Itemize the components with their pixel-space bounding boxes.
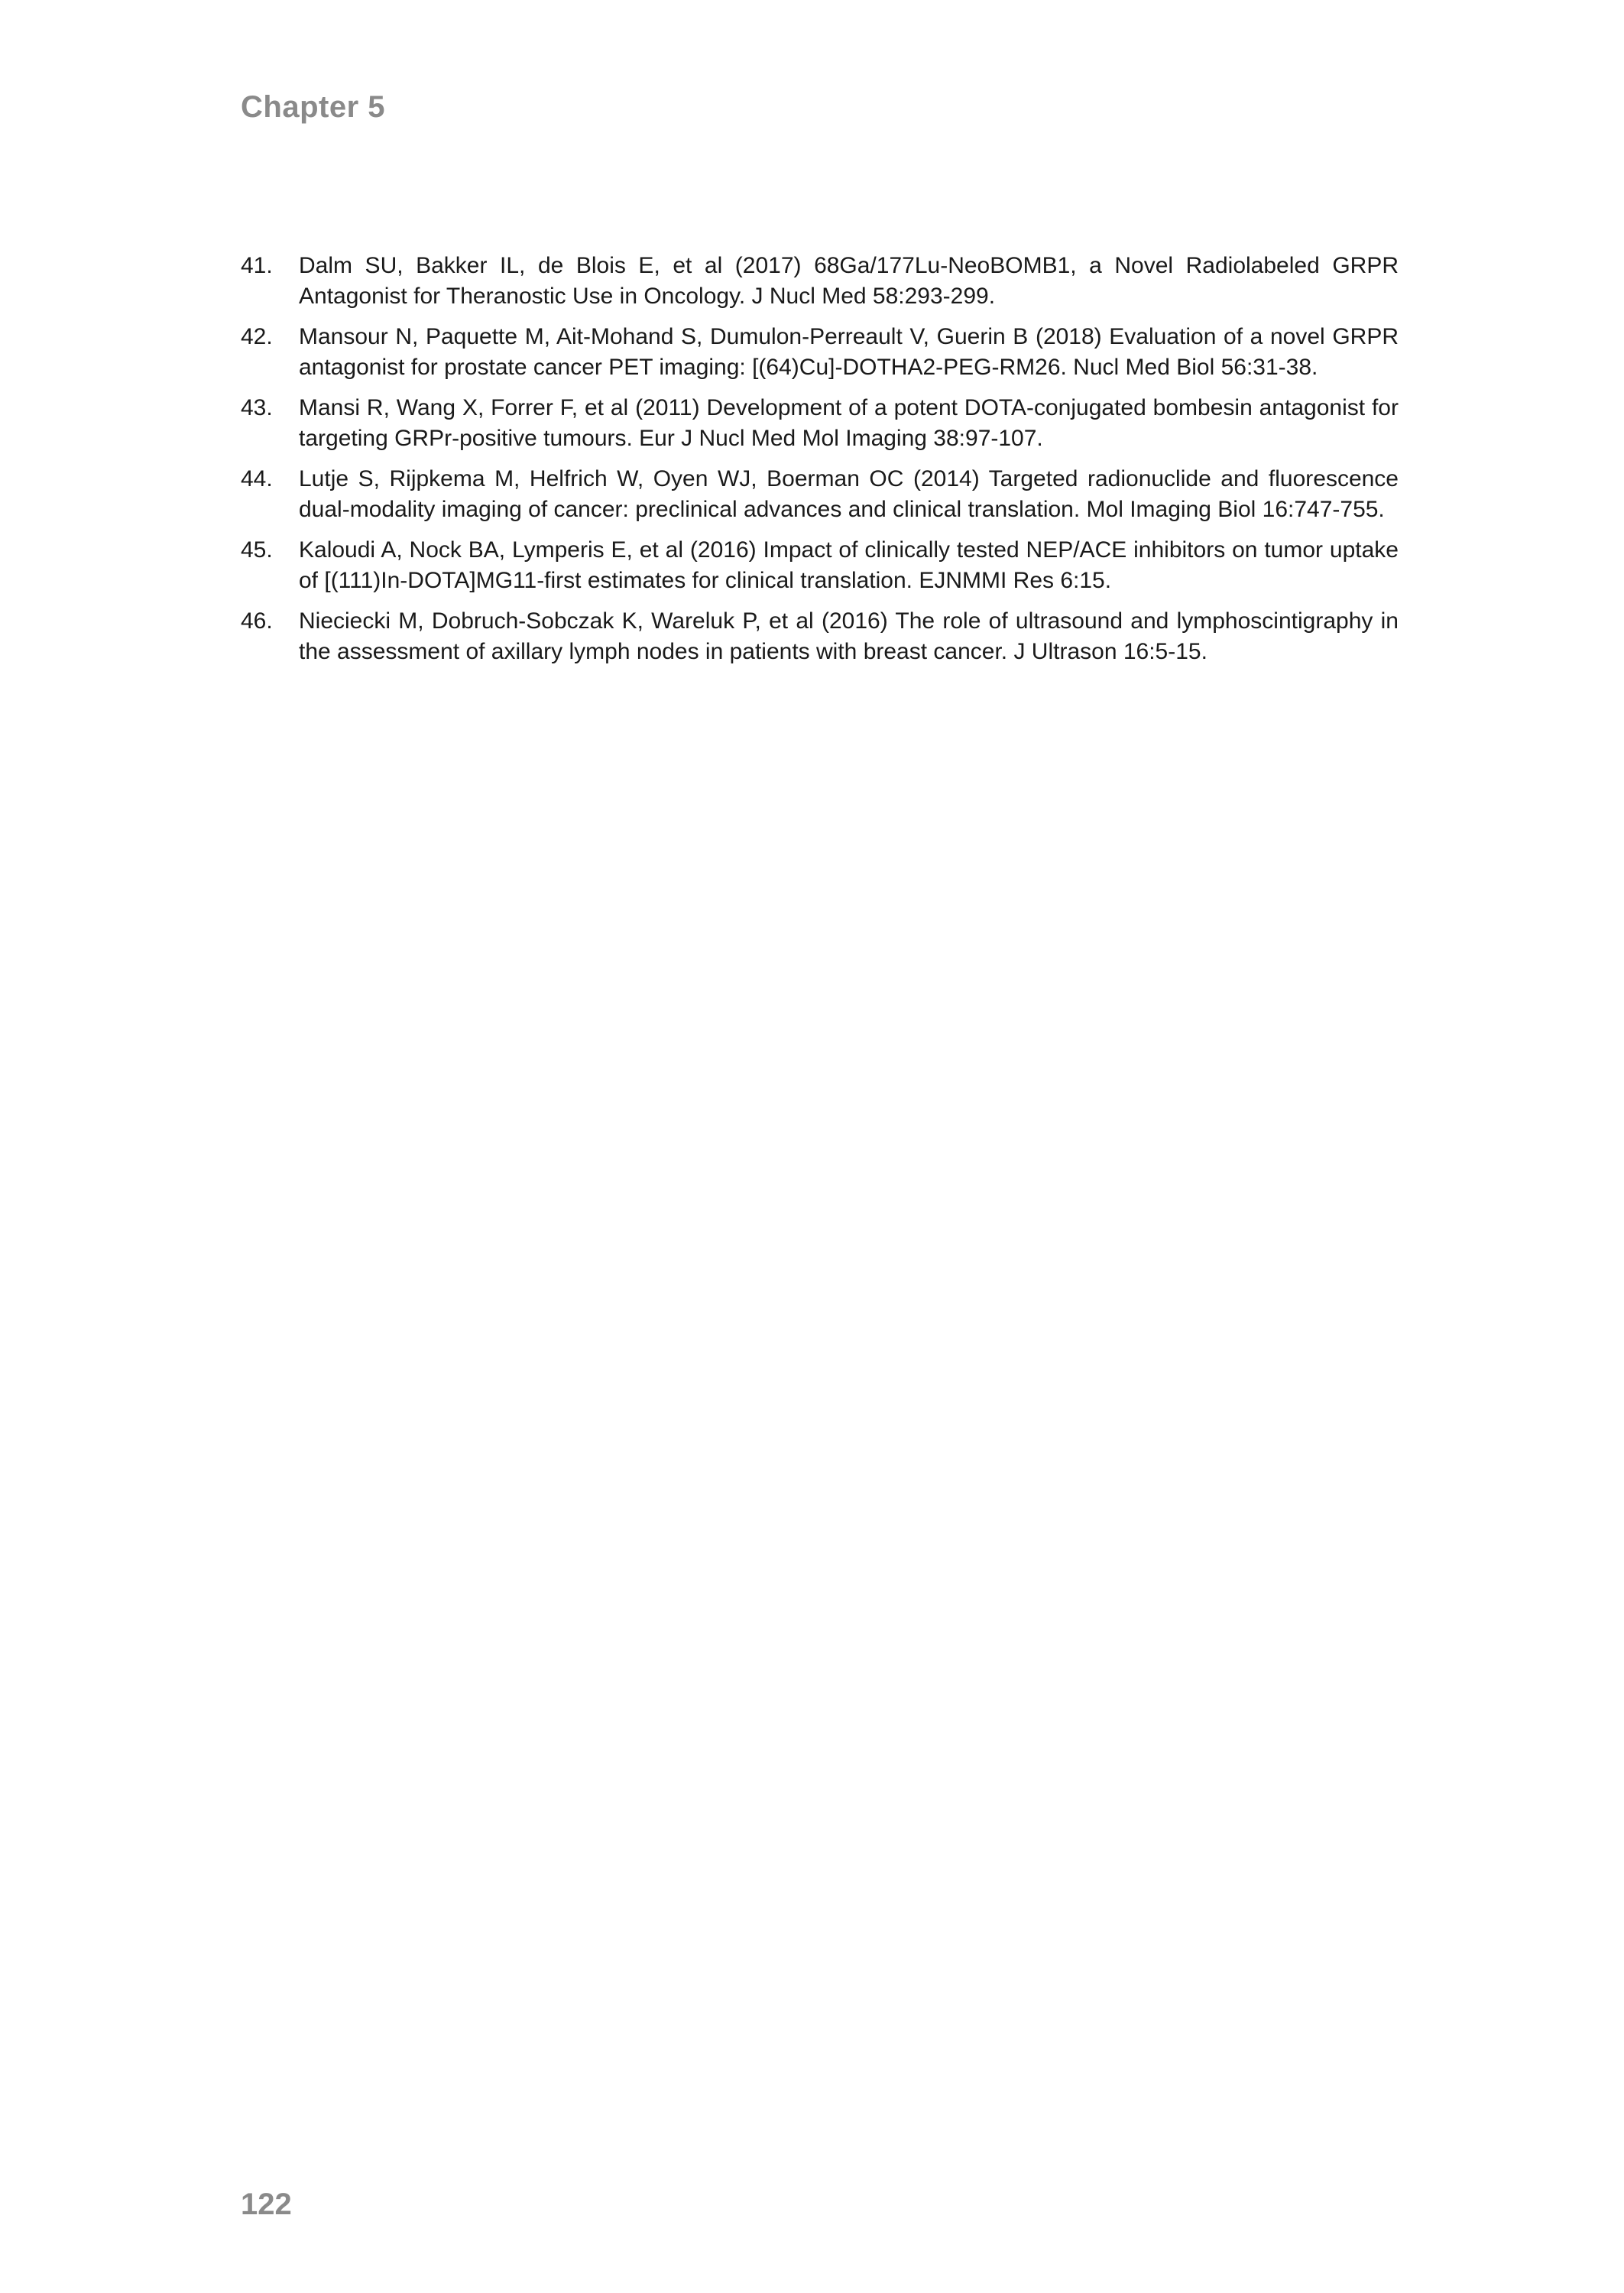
reference-item xyxy=(241,606,1399,667)
reference-item xyxy=(241,393,1399,454)
reference-number: 43. xyxy=(241,395,273,420)
reference-number: 41. xyxy=(241,253,273,278)
reference-number: 42. xyxy=(241,324,273,349)
reference-text: Nieciecki M, Dobruch-Sobczak K, Wareluk P, et al (2016) The role of ultrasound and lymphoscintigraphy in the assessment of axillary lymph nodes in patients with breast cancer. J Ultrason 16:5-15. xyxy=(299,608,1399,664)
page-number: 122 xyxy=(241,2188,292,2221)
reference-item xyxy=(241,322,1399,383)
reference-text: Lutje S, Rijpkema M, Helfrich W, Oyen WJ, Boerman OC (2014) Targeted radionuclide and fluorescence dual-modality imaging of cancer: preclinical advances and clinical translation. Mol Imaging Biol 16:747-755. xyxy=(299,466,1399,522)
reference-number: 44. xyxy=(241,466,273,491)
chapter-header: Chapter 5 xyxy=(241,90,385,124)
reference-text: Dalm SU, Bakker IL, de Blois E, et al (2017) 68Ga/177Lu-NeoBOMB1, a Novel Radiolabeled GRPR Antagonist for Theranostic Use in Oncology. J Nucl Med 58:293-299. xyxy=(299,253,1399,309)
reference-text: Mansour N, Paquette M, Ait-Mohand S, Dumulon-Perreault V, Guerin B (2018) Evaluation of a novel GRPR antagonist for prostate cancer PET imaging: [(64)Cu]-DOTHA2-PEG-RM26. Nucl Med Biol 56:31-38. xyxy=(299,324,1399,380)
reference-number: 46. xyxy=(241,608,273,634)
reference-item xyxy=(241,535,1399,596)
reference-number: 45. xyxy=(241,537,273,563)
reference-item xyxy=(241,464,1399,525)
reference-text: Mansi R, Wang X, Forrer F, et al (2011) Development of a potent DOTA-conjugated bombesin antagonist for targeting GRPr-positive tumours. Eur J Nucl Med Mol Imaging 38:97-107. xyxy=(299,395,1399,451)
reference-item xyxy=(241,251,1399,312)
reference-text: Kaloudi A, Nock BA, Lymperis E, et al (2016) Impact of clinically tested NEP/ACE inhibitors on tumor uptake of [(111)In-DOTA]MG11-first estimates for clinical translation. EJNMMI Res 6:15. xyxy=(299,537,1399,593)
reference-list xyxy=(241,251,1399,677)
